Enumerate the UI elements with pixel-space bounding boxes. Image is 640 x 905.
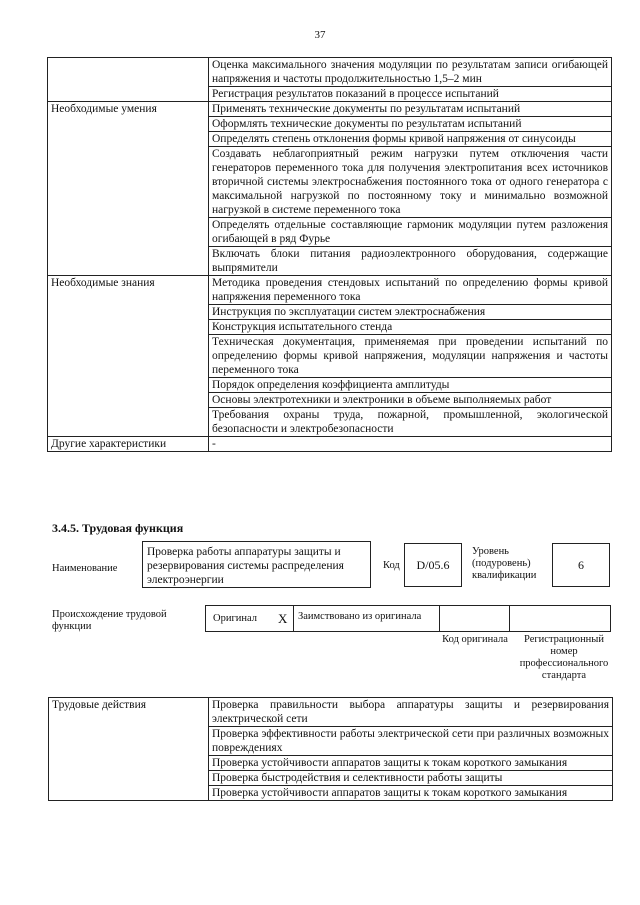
divider xyxy=(509,606,510,631)
knowledge-label: Необходимые знания xyxy=(48,276,209,437)
level-box xyxy=(552,543,610,587)
table-cell: Определять отдельные составляющие гармоник модуляции путем разложения огибающей в ряд Фурье xyxy=(209,218,612,247)
original-label: Оригинал xyxy=(213,613,257,624)
table-cell: Включать блоки питания радиоэлектронного оборудования, содержащие выпрямители xyxy=(209,247,612,276)
table-cell: Определять степень отклонения формы кривой напряжения от синусоиды xyxy=(209,132,612,147)
table-cell: Регистрация результатов показаний в процессе испытаний xyxy=(209,87,612,102)
table-cell: Проверка правильности выбора аппаратуры защиты и резервирования электрической сети xyxy=(209,698,613,727)
code-caption: Код оригинала xyxy=(442,634,508,645)
table-row xyxy=(48,102,612,117)
table-cell: Методика проведения стендовых испытаний по определению формы кривой напряжения переменного тока xyxy=(209,276,612,305)
code-value: D/05.6 xyxy=(416,557,450,572)
table-row xyxy=(48,437,612,452)
original-mark: X xyxy=(278,611,288,626)
function-name: Проверка работы аппаратуры защиты и резервирования системы распределения электроэнергии xyxy=(147,546,344,586)
labor-actions-table xyxy=(48,697,613,801)
function-name-box xyxy=(142,541,371,588)
empty-label-cell xyxy=(48,58,209,102)
table-row xyxy=(49,698,613,727)
labor-actions-label: Трудовые действия xyxy=(49,698,209,801)
origin-box xyxy=(205,605,611,632)
reg-caption: Регистрационный номер профессионального стандарта xyxy=(519,634,609,681)
origin-label: Происхождение трудовой функции xyxy=(52,609,167,632)
table-cell: Создавать неблагоприятный режим нагрузки путем отключения части генераторов переменного тока для получения электропитания всех источников вторичной системы электроснабжения постоянного тока от одного генератора с максимальной нагрузкой по постоянному току и минимально возможной нагрузкой в системе переменного тока xyxy=(209,147,612,218)
table-cell: Проверка устойчивости аппаратов защиты к токам короткого замыкания xyxy=(209,786,613,801)
other-label: Другие характеристики xyxy=(48,437,209,452)
table-cell: Техническая документация, применяемая при проведении испытаний по определению формы кривой напряжения, модуляции напряжения и частоты переменного тока xyxy=(209,335,612,378)
table-cell: - xyxy=(209,437,612,452)
table-cell: Проверка эффективности работы электрической сети при различных возможных повреждениях xyxy=(209,727,613,756)
level-label: Уровень (подуровень) квалификации xyxy=(472,546,537,581)
section-title: 3.4.5. Трудовая функция xyxy=(52,521,184,535)
table-cell: Требования охраны труда, пожарной, промышленной, экологической безопасности и электробезопасности xyxy=(209,408,612,437)
code-label: Код xyxy=(383,560,400,571)
page-number: 37 xyxy=(314,29,326,41)
table-cell: Конструкция испытательного стенда xyxy=(209,320,612,335)
table-cell: Инструкция по эксплуатации систем электроснабжения xyxy=(209,305,612,320)
table-cell: Оформлять технические документы по результатам испытаний xyxy=(209,117,612,132)
name-label: Наименование xyxy=(52,563,118,574)
level-value: 6 xyxy=(578,557,584,572)
borrowed-label: Заимствовано из оригинала xyxy=(298,611,422,622)
requirements-table xyxy=(47,57,612,452)
table-cell: Проверка устойчивости аппаратов защиты к токам короткого замыкания xyxy=(209,756,613,771)
table-cell: Порядок определения коэффициента амплитуды xyxy=(209,378,612,393)
divider xyxy=(439,606,440,631)
code-box xyxy=(404,543,462,587)
divider xyxy=(293,606,294,631)
table-row xyxy=(48,58,612,87)
skills-label: Необходимые умения xyxy=(48,102,209,276)
table-row xyxy=(48,276,612,305)
table-cell: Проверка быстродействия и селективности работы защиты xyxy=(209,771,613,786)
table-cell: Применять технические документы по результатам испытаний xyxy=(209,102,612,117)
table-cell: Основы электротехники и электроники в объеме выполняемых работ xyxy=(209,393,612,408)
table-cell: Оценка максимального значения модуляции по результатам записи огибающей напряжения и частоты продолжительностью 1,5–2 мин xyxy=(209,58,612,87)
